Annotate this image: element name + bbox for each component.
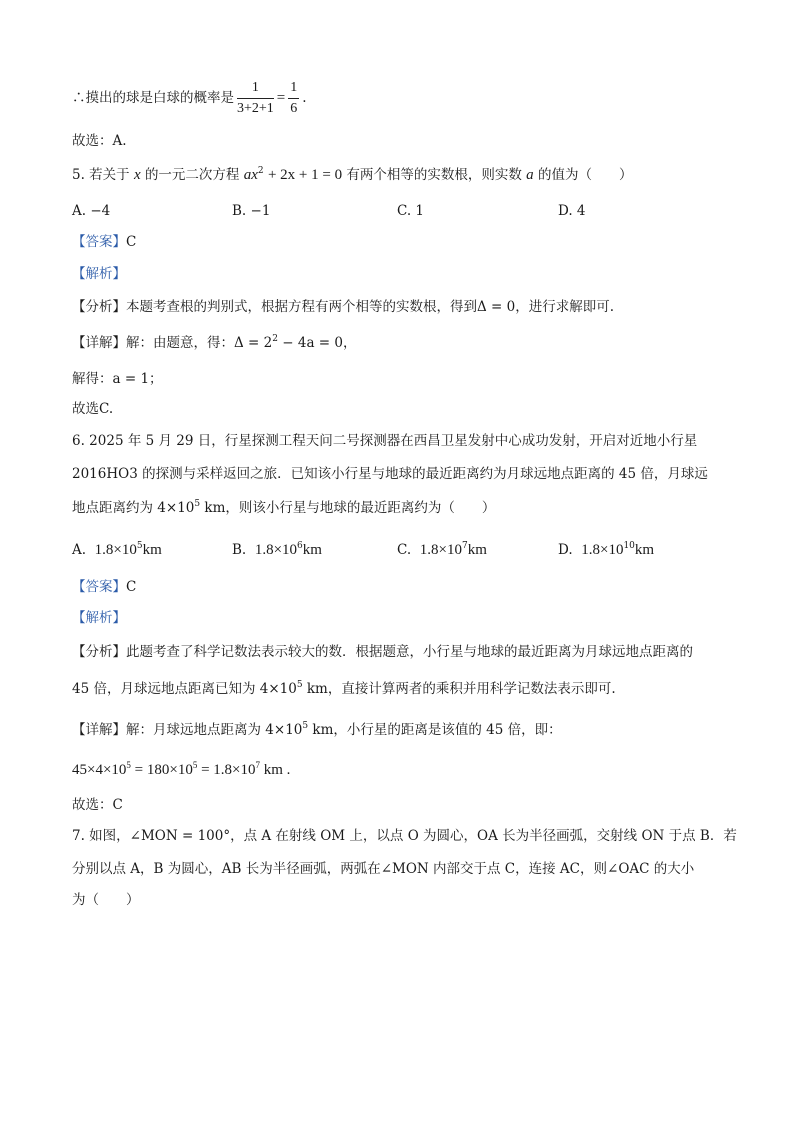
q6-calculation: $45\times 4\times 10^5 = 180\times 10^5 = 1.8\times 10^7$ km .: [72, 760, 291, 778]
q5-answer: 【答案】C: [72, 234, 137, 250]
fraction-1: $\frac{1}{3+2+1}$: [237, 80, 274, 116]
q6-detail: 【详解】解：月球远地点距离为 $4\times 10^5$ km，小行星的距离是该值的 45 倍，即：: [72, 721, 562, 738]
q5-solve: 解得：a = 1；: [72, 371, 163, 387]
q6-fenxi-line-1: 【分析】此题考查了科学记数法表示较大的数．根据题意，小行星与地球的最近距离为月球远地点距离的: [72, 644, 693, 660]
q6-option-b: B. $1.8\times 10^6km$: [232, 541, 322, 558]
q6-stem-line-2: 2016HO3 的探测与采样返回之旅．已知该小行星与地球的最近距离约为月球远地点距离的 45 倍，月球远: [72, 466, 708, 482]
choice-a-line: 故选：A.: [72, 133, 127, 149]
q6-answer: 【答案】C: [72, 579, 137, 595]
q5-choose: 故选C.: [72, 401, 114, 417]
q5-analysis-tag: 【解析】: [72, 266, 126, 282]
q6-option-d: D. $1.8\times 10^{10}km$: [558, 541, 655, 558]
probability-text: ∴摸出的球是白球的概率是: [72, 90, 234, 106]
q6-analysis-tag: 【解析】: [72, 610, 126, 626]
q7-stem-line-1: 7. 如图，∠MON = 100°，点 A 在射线 OM 上，以点 O 为圆心，OA 长为半径画弧，交射线 ON 于点 B．若: [72, 828, 737, 844]
q6-stem-line-3: 地点距离约为 $4\times 10^5$ km，则该小行星与地球的最近距离约为（ ）: [72, 499, 496, 516]
probability-line: ∴摸出的球是白球的概率是 $\frac{1}{3+2+1}$ = $\frac{1}{6}$ .: [72, 80, 307, 116]
q7-stem-line-3: 为（ ）: [72, 892, 140, 908]
q5-option-a: A. −4: [72, 203, 111, 219]
fraction-2: $\frac{1}{6}$: [290, 80, 298, 116]
question-5-stem: 5. 若关于 x 的一元二次方程 $ax^2 + 2x + 1 = 0$ 有两个相等的实数根，则实数 a 的值为（ ）: [72, 166, 633, 183]
q6-choose: 故选：C: [72, 797, 123, 813]
q6-stem-line-1: 6. 2025 年 5 月 29 日，行星探测工程天问二号探测器在西昌卫星发射中心成功发射，开启对近地小行星: [72, 433, 698, 449]
q6-option-c: C. $1.8\times 10^7km$: [397, 541, 487, 558]
q6-option-a: A. $1.8\times 10^5km$: [72, 541, 162, 558]
q7-stem-line-2: 分别以点 A，B 为圆心，AB 长为半径画弧，两弧在∠MON 内部交于点 C，连接 AC，则∠OAC 的大小: [72, 861, 695, 877]
q5-option-d: D. 4: [558, 203, 586, 219]
q5-fenxi: 【分析】本题考查根的判别式，根据方程有两个相等的实数根，得到Δ = 0，进行求解即可.: [72, 299, 615, 315]
q5-option-c: C. 1: [397, 203, 425, 219]
q6-fenxi-line-2: 45 倍，月球远地点距离已知为 $4\times 10^5$ km，直接计算两者的乘积并用科学记数法表示即可.: [72, 680, 616, 697]
q5-detail: 【详解】解：由题意，得：$\Delta = 2^2 - 4a = 0$，: [72, 334, 357, 351]
q5-option-b: B. −1: [232, 203, 271, 219]
